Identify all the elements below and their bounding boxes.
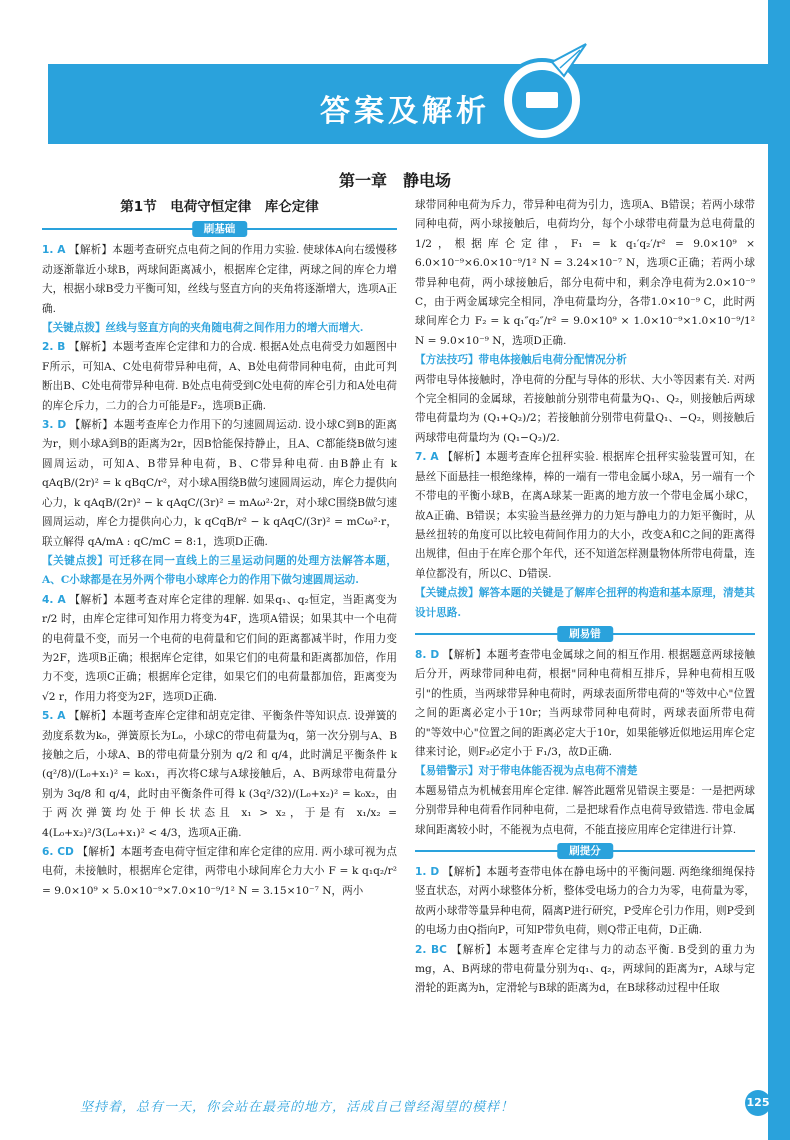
answer-number: 2. BC — [415, 943, 447, 956]
answer-number: 4. A — [42, 593, 66, 606]
chapter-title: 第一章 静电场 — [338, 171, 451, 190]
answer-item — [42, 591, 397, 707]
answer-text: 【解析】本题考查库仑定律与力的动态平衡. B受到的重力为mg，A、B两球的带电荷量分别为q₁、q₂，两球间的距离为r，A球与定滑轮的距离为h，定滑轮与B球的距离为d，在B球移动过程中任取 — [415, 943, 755, 995]
answer-item — [42, 707, 397, 843]
answer-text: 本题易错点为机械套用库仑定律. 解答此题常见错误主要是：一是把两球分别带异种电荷看作同种电荷，二是把球看作点电荷导致错选. 带电金属球间距离较小时，不能视为点电荷，不能直接应用库仑定律进行计算. — [415, 784, 755, 836]
answer-text: 【解析】本题考查带电体在静电场中的平衡问题. 两绝缘细绳保持竖直状态，对两小球整体分析，整体受电场力的合力为零，电荷量为零，故两小球带等量异种电荷，隔离P进行研究，P受库仑引力作用，则P受到的电场力由Q指向P，可知P带负电荷，则Q带正电荷，D正确. — [415, 866, 755, 937]
top-band — [0, 0, 790, 48]
answer-number: 2. B — [42, 341, 66, 354]
footer-slogan: 坚持着，总有一天，你会站在最亮的地方，活成自己曾经渴望的模样！ — [80, 1100, 515, 1115]
answer-text: 【解析】本题考查研究点电荷之间的作用力实验. 使球体A向右缓慢移动逐渐靠近小球B，两球间距离减小，根据库仑定律，两球之间的库仑力增大，根据小球B受力平衡可知，丝线与竖直方向的夹角将逐渐增大，选项A正确. — [42, 244, 397, 315]
answer-number: 1. A — [42, 244, 66, 257]
left-items — [42, 241, 397, 901]
band-basic-label: 刷基础 — [192, 221, 248, 237]
page-title: 答案及解析 — [320, 94, 490, 129]
answer-item — [415, 584, 755, 623]
answer-item — [415, 863, 755, 941]
answer-item — [415, 371, 755, 449]
answer-text: 【易错警示】对于带电体能否视为点电荷不清楚 — [415, 765, 638, 778]
answer-text: 【关键点拨】可迁移在同一直线上的三星运动问题的处理方法解答本题，A、C小球都是在另外两个带电小球库仑力的作用下做匀速圆周运动. — [42, 554, 397, 587]
right-items-a — [415, 196, 755, 623]
answer-item — [42, 843, 397, 901]
answer-item — [415, 448, 755, 584]
answer-item — [42, 241, 397, 319]
answer-number: 7. A — [415, 451, 439, 464]
answer-text: 两带电导体接触时，净电荷的分配与导体的形状、大小等因素有关. 对两个完全相同的金属球，若接触前分别带电荷量为Q₁、Q₂，则接触后两球带电荷量均为 (Q₁+Q₂)/2；若接触前分别带电荷量Q₁、−Q₂，则接触后两球带电荷量均为 (Q₁−Q₂)/2. — [415, 373, 755, 444]
answer-text: 【解析】本题考查库仑定律和力的合成. 根据A处点电荷受力如题图中F所示，可知A、C处电荷带异种电荷，A、B处电荷带同种电荷，由此可判断出B、C处电荷带异种电荷. B处点电荷受到C处电荷的库仑引力和A处电荷的库仑斥力，二力的合力可能是F₂，选项B正确. — [42, 341, 397, 412]
answer-item — [415, 762, 755, 781]
section-title: 第1节 电荷守恒定律 库仑定律 — [120, 199, 319, 215]
answer-text: 【关键点拨】解答本题的关键是了解库仑扭秤的构造和基本原理，清楚其设计思路. — [415, 587, 755, 619]
answer-text: 【关键点拨】丝线与竖直方向的夹角随电荷之间作用力的增大而增大. — [42, 322, 364, 335]
right-items-b — [415, 646, 755, 840]
answer-item — [42, 319, 397, 338]
answer-number: 6. CD — [42, 846, 74, 858]
answer-item — [415, 196, 755, 351]
left-column — [42, 196, 397, 901]
answer-number: 3. D — [42, 419, 67, 432]
answer-item — [415, 782, 755, 840]
answer-item — [415, 351, 755, 370]
band-improve-label: 刷提分 — [557, 843, 613, 859]
answer-text: 【方法技巧】带电体接触后电荷分配情况分析 — [415, 354, 627, 367]
answer-number: 1. D — [415, 866, 440, 878]
answer-item — [415, 646, 755, 762]
answer-item — [42, 338, 397, 416]
answer-text: 【解析】本题考查库仑定律和胡克定律、平衡条件等知识点. 设弹簧的劲度系数为k₀，弹簧原长为L₀，小球C的带电荷量为q，第一次分别与A、B接触之后，小球A、B的带电荷量分别为 q/2 和 q/4，此时满足平衡条件 k (q²/8)/(L₀+x₁)² = k₀x₁，再次将C球与A球接触后，A、B两球带电荷量分别为 3q/8 和 q/4，此时由平衡条件可得 k (3q²/32)/(L₀+x₂)² = k₀x₂，由于两次弹簧均处于伸长状态且 x₁ > x₂，于是有 x₁/x₂ = 4(L₀+x₂)²/3(L₀+x₁)² < 4/3，选项A正确. — [42, 710, 397, 839]
answer-text: 【解析】本题考查库仑力作用下的匀速圆周运动. 设小球C到B的距离为r，则小球A到B的距离为2r，因B恰能保持静止，且A、C都能绕B做匀速圆周运动，可知A、B带异种电荷，B、C带异种电荷. 由B静止有 k qAqB/(2r)² = k qBqC/r²，对小球A围绕B做匀速圆周运动，库仑力提供向心力，k qAqB/(2r)² − k qAqC/(3r)² = mAω²·2r，对小球C围绕B做匀速圆周运动，库仑力提供向心力，k qCqB/r² − k qAqC/(3r)² = mCω²·r，联立解得 qA/mA : qC/mC = 8:1，选项D正确. — [42, 419, 397, 548]
page-number: 125 — [745, 1090, 771, 1116]
answer-text: 【解析】本题考查电荷守恒定律和库仑定律的应用. 两小球可视为点电荷，未接触时，根据库仑定律，两带电小球间库仑力大小 F = k q₁q₂/r² = 9.0×10⁹ × 5.0×10⁻⁹×7.0×10⁻⁹/1² N = 3.15×10⁻⁷ N，两小 — [42, 846, 398, 897]
band-basic — [42, 221, 397, 237]
pen-badge-icon — [490, 42, 594, 146]
right-items-c — [415, 863, 755, 999]
answer-text: 球带同种电荷为斥力，带异种电荷为引力，选项A、B错误；若两小球带同种电荷，两小球接触后，电荷均分，每个小球带电荷量为总电荷量的 1/2，根据库仑定律，F₁ = k q₁′q₂′/r² = 9.0×10⁹ × 6.0×10⁻⁹×6.0×10⁻⁹/1² N = 3.24×10⁻⁷ N，选项C正确；若两小球带异种电荷，两小球接触后，部分电荷中和，剩余净电荷为2.0×10⁻⁹ C，由于两金属球完全相同，净电荷量均分，各带1.0×10⁻⁹ C，此时两球间库仑力 F₂ = k q₁″q₂″/r² = 9.0×10⁹ × 1.0×10⁻⁹×1.0×10⁻⁹/1² N = 9.0×10⁻⁹ N，选项D正确. — [415, 199, 755, 347]
answer-item — [415, 941, 755, 999]
answer-text: 【解析】本题考查库仑扭秤实验. 根据库仑扭秤实验装置可知，在悬丝下面悬挂一根绝缘棒，棒的一端有一带电金属小球A，另一端有一个不带电的平衡小球B，在离A球某一距离的地方放一个带电金属小球C，故A正确、B错误；本实验当悬丝弹力的力矩与静电力的力矩平衡时，从悬丝扭转的角度可以比较电荷间作用力的大小，改变A和C之间的距离得出规律，但由于在库仑那个年代，还不知道怎样测量物体所带电荷量，连单位都没有，所以C、D错误. — [415, 451, 755, 580]
band-improve — [415, 843, 755, 859]
band-errors — [415, 626, 755, 642]
answer-item — [42, 552, 397, 591]
answer-text: 【解析】本题考查对库仑定律的理解. 如果q₁、q₂恒定，当距离变为 r/2 时，由库仑定律可知作用力将变为4F，选项A错误；如果其中一个电荷的电荷量不变，而另一个电荷的电荷量和它们间的距离都减半时，作用力变为2F，选项B正确；根据库仑定律，如果它们的电荷量和距离都加倍，作用力不变，选项C正确；根据库仑定律，如果它们的电荷量都加倍，距离变为√2 r，作用力将变为2F，选项D正确. — [42, 593, 397, 703]
answer-number: 5. A — [42, 710, 66, 723]
answer-item — [42, 416, 397, 552]
answer-number: 8. D — [415, 648, 440, 661]
answer-text: 【解析】本题考查带电金属球之间的相互作用. 根据题意两球接触后分开，两球带同种电荷，根据"同种电荷相互排斥，异种电荷相互吸引"的性质，当两球带异种电荷时，两球表面所带电荷的"等效中心"位置之间的距离必定小于10r；当两球带同种电荷时，两球表面所带电荷的"等效中心"位置之间的距离必定大于10r，如果能够近似地运用库仑定律来讨论，则F₂必定小于 F₁/3，故D正确. — [415, 648, 755, 758]
right-column — [415, 196, 755, 999]
band-errors-label: 刷易错 — [557, 626, 613, 642]
